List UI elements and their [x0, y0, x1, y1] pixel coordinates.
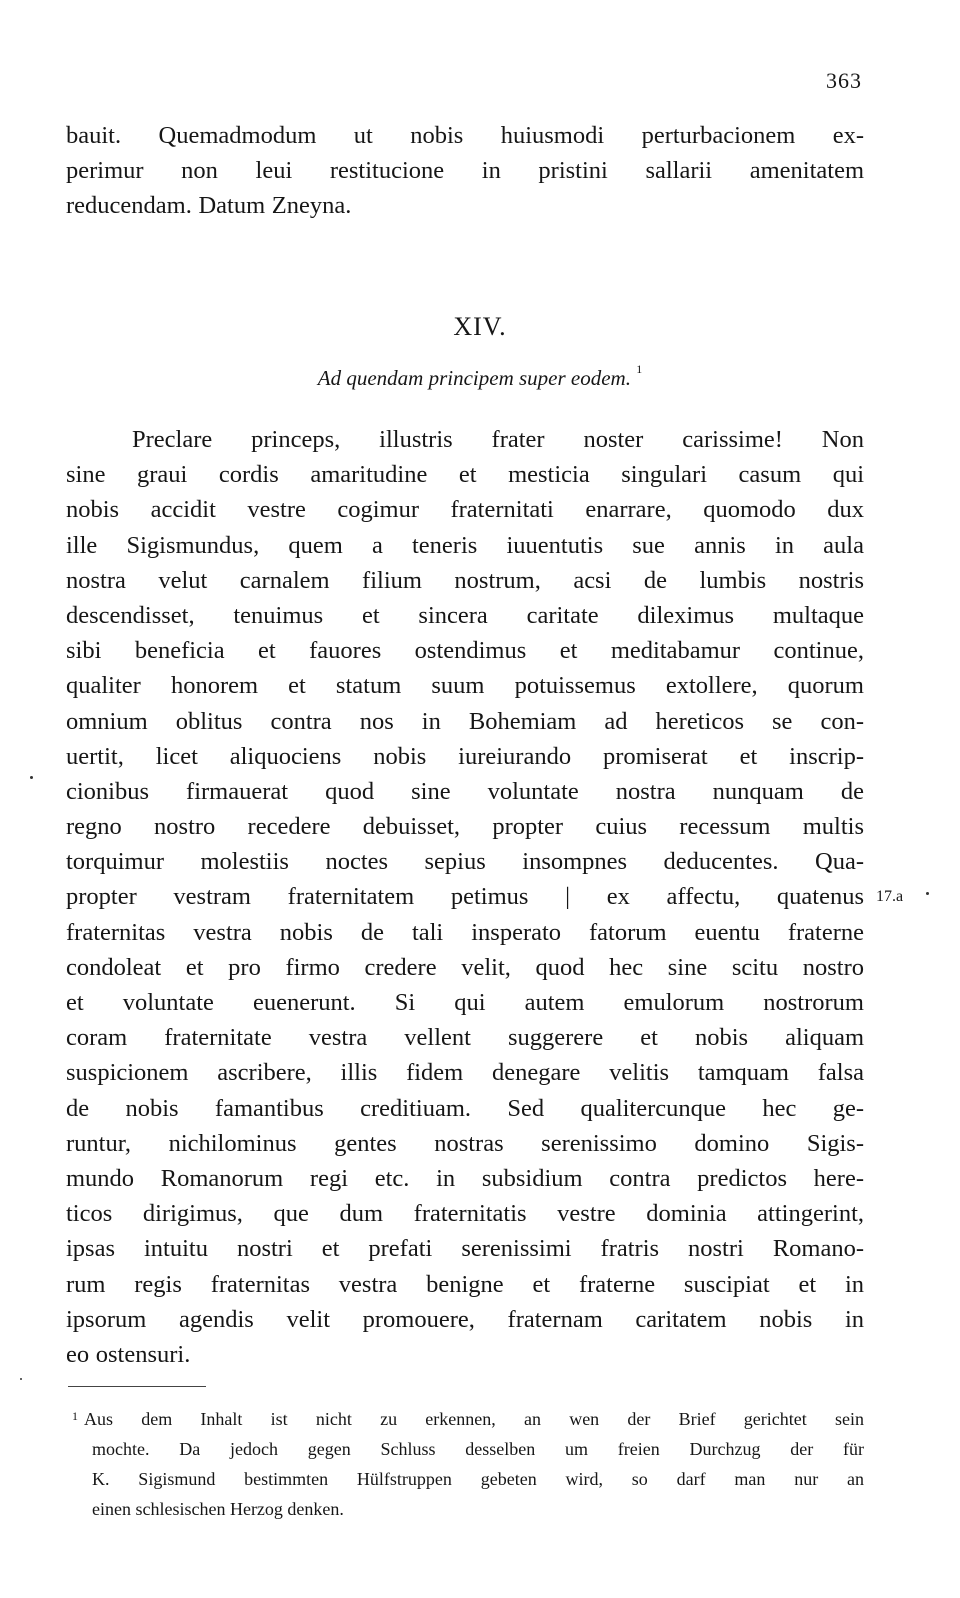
- text-line: ticos dirigimus, que dum fraternitatis vestre dominia attingerint,: [66, 1200, 864, 1228]
- text-line: descendisset, tenuimus et sincera caritate dileximus multaque: [66, 601, 864, 629]
- text-line: suspicionem ascribere, illis fidem denegare velitis tamquam falsa: [66, 1059, 864, 1087]
- text-line: fraternitas vestra nobis de tali insperato fatorum euentu fraterne: [66, 918, 864, 946]
- text-line: mundo Romanorum regi etc. in subsidium contra predictos here-: [66, 1164, 864, 1192]
- text-line: nobis accidit vestre cogimur fraternitati enarrare, quomodo dux: [66, 496, 864, 524]
- text-line: sibi beneficia et fauores ostendimus et meditabamur continue,: [66, 637, 864, 665]
- text-line: uertit, licet aliquociens nobis iureiurando promiserat et inscrip-: [66, 742, 864, 770]
- text-line: ipsas intuitu nostri et prefati serenissimi fratris nostri Romano-: [66, 1235, 864, 1263]
- footnote-mark: 1: [72, 1409, 78, 1423]
- text-line: et voluntate euenerunt. Si qui autem emulorum nostrorum: [66, 989, 864, 1016]
- closing-paragraph: [66, 118, 864, 224]
- section-numeral: XIV.: [453, 312, 507, 341]
- footnote-divider: [68, 1386, 206, 1387]
- text-line: bauit. Quemadmodum ut nobis huiusmodi perturbacionem ex-: [66, 122, 864, 149]
- footnote: [72, 1404, 864, 1524]
- text-line: nostra velut carnalem filium nostrum, acsi de lumbis nostris: [66, 566, 864, 594]
- text-line: omnium oblitus contra nos in Bohemiam ad hereticos se con-: [66, 707, 864, 735]
- margin-folio-note: 17.a: [876, 888, 904, 905]
- page-number: 363: [826, 68, 862, 93]
- text-line: de nobis famantibus creditiuam. Sed qualitercunque hec ge-: [66, 1094, 864, 1122]
- text-line: runtur, nichilominus gentes nostras serenissimo domino Sigis-: [66, 1129, 864, 1157]
- footnote-line: mochte. Da jedoch gegen Schluss desselben um freien Durchzug der für: [92, 1439, 864, 1459]
- footnote-line: einen schlesischen Herzog denken.: [92, 1499, 344, 1519]
- text-line: perimur non leui restitucione in pristini sallarii amenitatem: [66, 157, 864, 185]
- text-line: propter vestram fraternitatem petimus | ex affectu, quatenus: [66, 883, 864, 911]
- print-speck: [20, 1378, 22, 1380]
- text-line: coram fraternitate vestra vellent suggerere et nobis aliquam: [66, 1024, 864, 1052]
- text-line: rum regis fraternitas vestra benigne et fraterne suscipiat et in: [66, 1270, 864, 1298]
- text-line: Preclare princeps, illustris frater noster carissime! Non: [132, 426, 864, 453]
- print-speck: [926, 892, 929, 895]
- section-title-text: Ad quendam principem super eodem.: [317, 366, 631, 390]
- text-line: sine graui cordis amaritudine et mesticia singulari casum qui: [66, 461, 864, 489]
- text-line: cionibus firmauerat quod sine voluntate nostra nunquam de: [66, 777, 864, 805]
- text-line: condoleat et pro firmo credere velit, quod hec sine scitu nostro: [66, 953, 864, 981]
- text-line: reducendam. Datum Zneyna.: [66, 192, 352, 220]
- section-title: [0, 362, 960, 391]
- text-line: torquimur molestiis noctes sepius insompnes deducentes. Qua-: [66, 848, 864, 876]
- footnote-line: [72, 1404, 864, 1434]
- text-line: ille Sigismundus, quem a teneris iuuentutis sue annis in aula: [66, 531, 864, 559]
- text-line: qualiter honorem et statum suum potuissemus extollere, quorum: [66, 672, 864, 700]
- footnote-text: Aus dem Inhalt ist nicht zu erkennen, an wen der Brief gerichtet sein: [84, 1409, 864, 1429]
- text-line: ipsorum agendis velit promouere, fraternam caritatem nobis in: [66, 1305, 864, 1333]
- text-line: eo ostensuri.: [66, 1340, 191, 1368]
- letter-body: [66, 422, 864, 1372]
- footnote-reference: 1: [636, 362, 643, 376]
- text-line: regno nostro recedere debuisset, propter cuius recessum multis: [66, 813, 864, 841]
- footnote-line: K. Sigismund bestimmten Hülfstruppen gebeten wird, so darf man nur an: [92, 1469, 864, 1489]
- print-speck: [30, 776, 33, 779]
